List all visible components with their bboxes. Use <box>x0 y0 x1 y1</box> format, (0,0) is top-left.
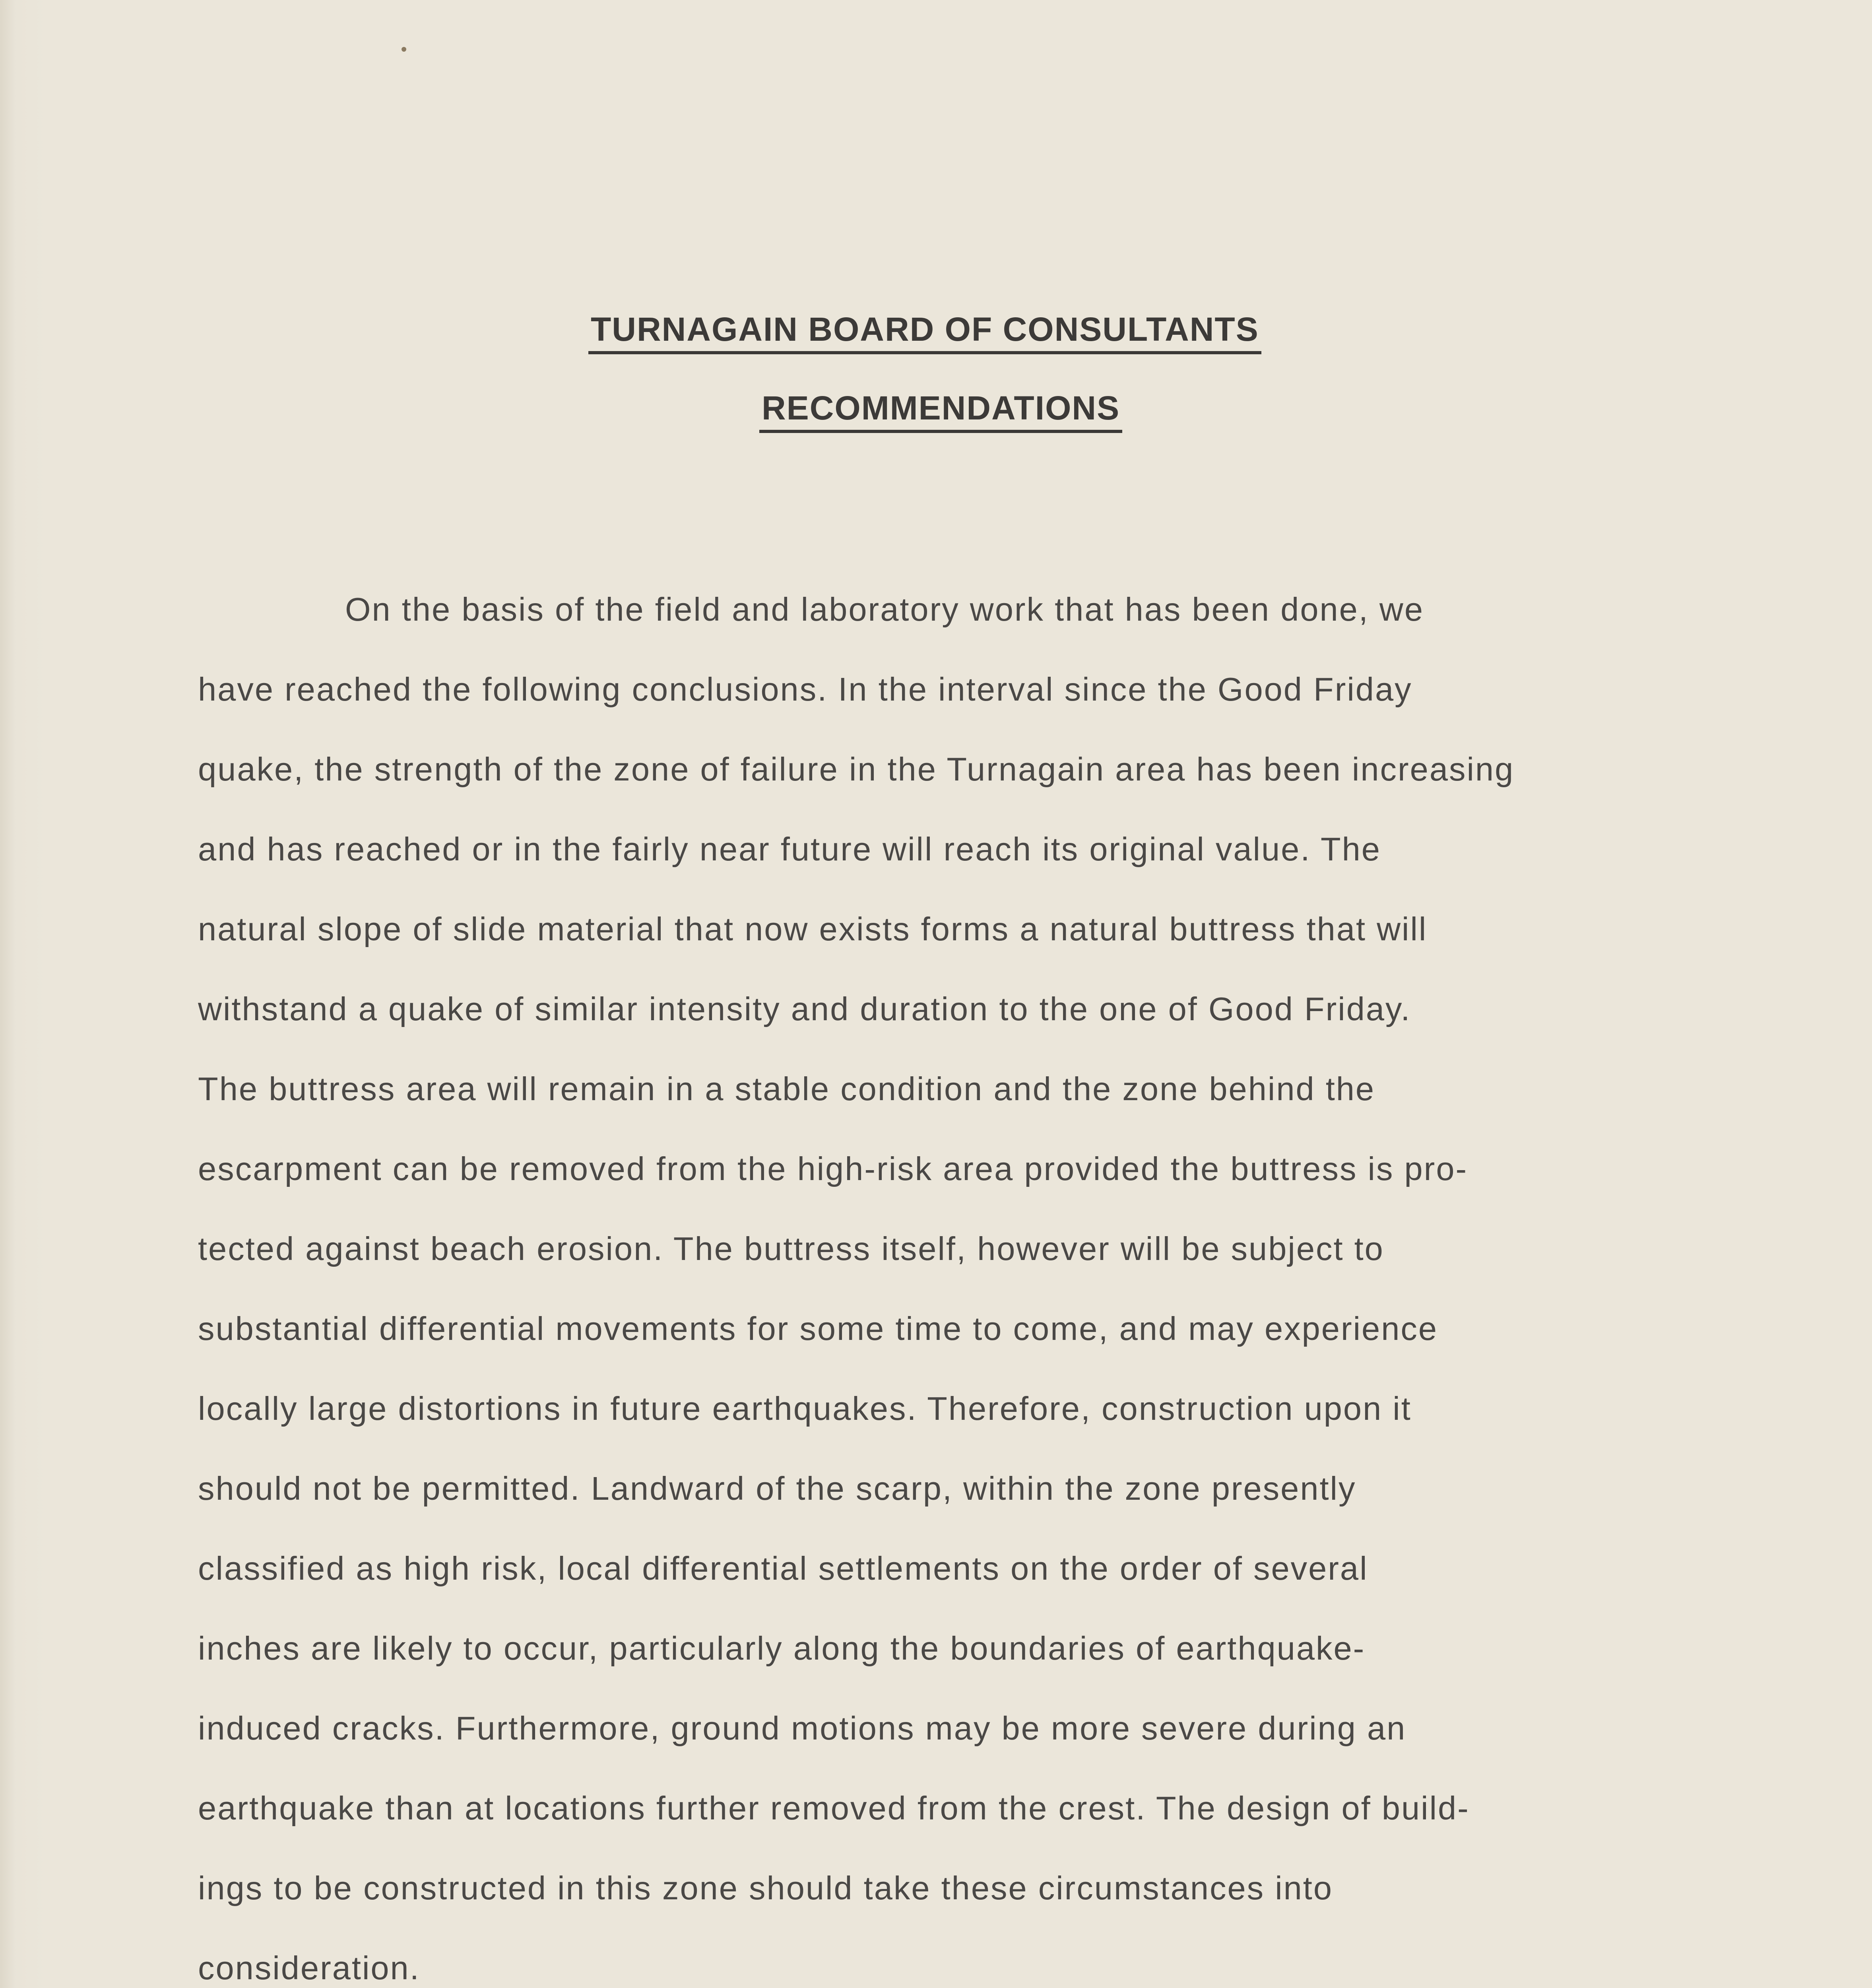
body-line: tected against beach erosion. The buttress itself, however will be subject to <box>198 1230 1384 1267</box>
body-line: inches are likely to occur, particularly along the boundaries of earthquake- <box>198 1630 1366 1667</box>
body-line: induced cracks. Furthermore, ground motions may be more severe during an <box>198 1710 1406 1747</box>
body-line: natural slope of slide material that now exists forms a natural buttress that will <box>198 911 1428 947</box>
document-subtitle-text: RECOMMENDATIONS <box>759 389 1122 433</box>
body-line: escarpment can be removed from the high-risk area provided the buttress is pro- <box>198 1150 1468 1187</box>
body-line: The buttress area will remain in a stable condition and the zone behind the <box>198 1070 1375 1107</box>
body-line: locally large distortions in future earthquakes. Therefore, construction upon it <box>198 1390 1412 1427</box>
document-title <box>588 310 1261 354</box>
body-line: have reached the following conclusions. In the interval since the Good Friday <box>198 671 1412 708</box>
body-line: earthquake than at locations further removed from the crest. The design of build- <box>198 1790 1470 1827</box>
body-paragraph <box>198 569 1828 1988</box>
body-line: consideration. <box>198 1949 420 1986</box>
body-line: should not be permitted. Landward of the scarp, within the zone presently <box>198 1470 1356 1507</box>
body-line: ings to be constructed in this zone should take these circumstances into <box>198 1870 1333 1906</box>
document-subtitle <box>759 389 1122 433</box>
body-line: and has reached or in the fairly near future will reach its original value. The <box>198 831 1381 868</box>
document-title-text: TURNAGAIN BOARD OF CONSULTANTS <box>588 310 1261 354</box>
body-line: On the basis of the field and laboratory work that has been done, we <box>345 591 1424 628</box>
body-line: substantial differential movements for some time to come, and may experience <box>198 1310 1438 1347</box>
body-line: classified as high risk, local differential settlements on the order of several <box>198 1550 1368 1587</box>
body-line: quake, the strength of the zone of failure in the Turnagain area has been increasing <box>198 751 1515 788</box>
body-line: withstand a quake of similar intensity and duration to the one of Good Friday. <box>198 990 1411 1027</box>
paper-speck <box>402 47 406 52</box>
